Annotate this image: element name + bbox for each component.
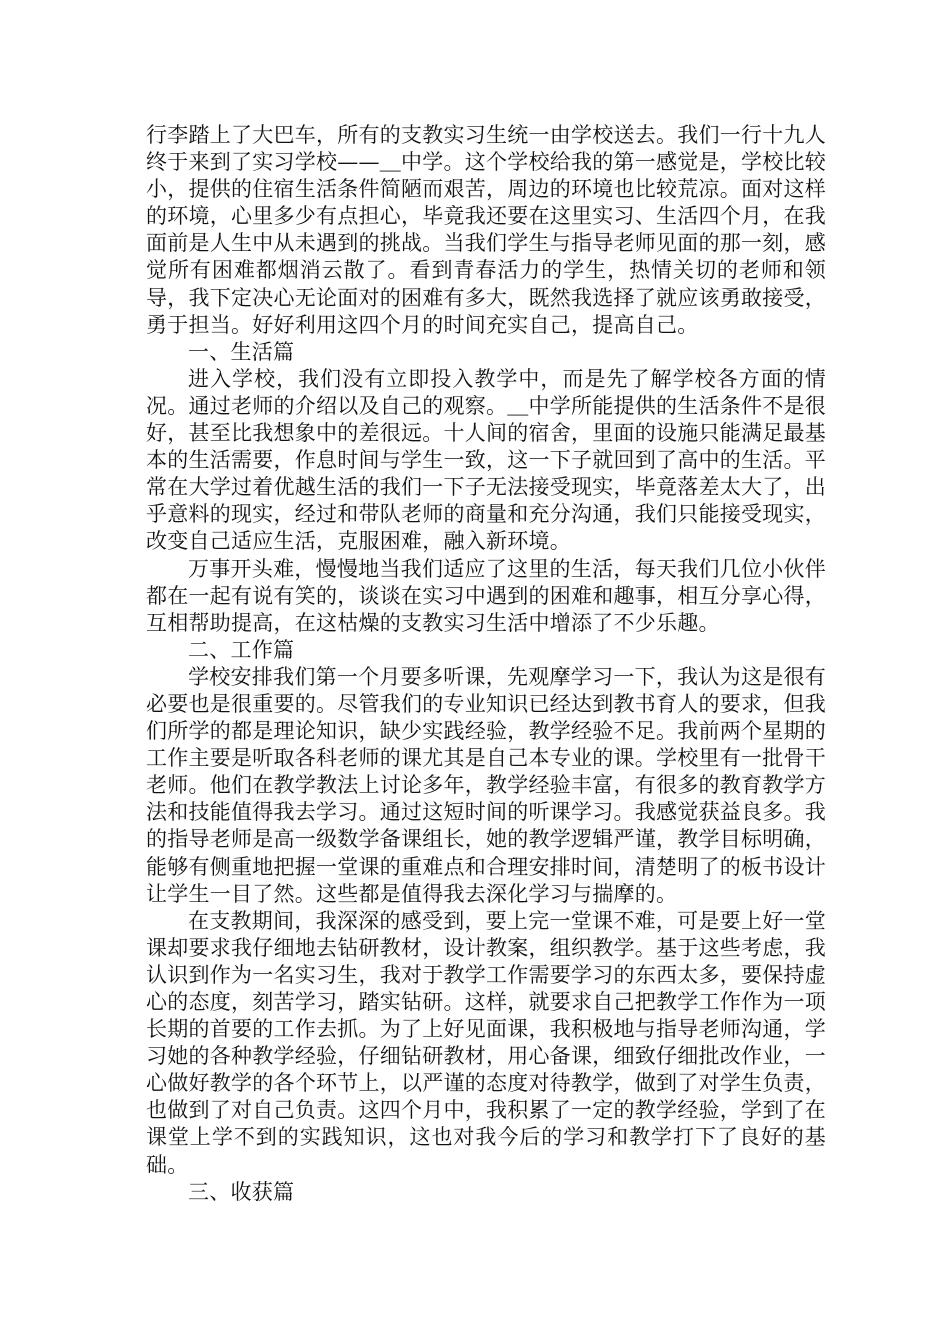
section-heading-work: 二、工作篇	[188, 637, 295, 662]
paragraph-life-2: 万事开头难，慢慢地当我们适应了这里的生活，每天我们几位小伙伴都在一起有说有笑的，谈谈在实习中遇到的困难和趣事，相互分享心得，互相帮助提高，在这枯燥的支教实习生活中增添了不少乐趣。	[146, 556, 826, 635]
document-body	[146, 122, 826, 1206]
section-heading-life: 一、生活篇	[188, 339, 295, 364]
paragraph-life-1: 进入学校，我们没有立即投入教学中，而是先了解学校各方面的情况。通过老师的介绍以及自己的观察。＿中学所能提供的生活条件不是很好，甚至比我想象中的差很远。十人间的宿舍，里面的设施只能满足最基本的生活需要，作息时间与学生一致，这一下子就回到了高中的生活。平常在大学过着优越生活的我们一下子无法接受现实，毕竟落差太大了，出乎意料的现实，经过和带队老师的商量和充分沟通，我们只能接受现实，改变自己适应生活，克服困难，融入新环境。	[146, 366, 826, 554]
paragraph-intro: 行李踏上了大巴车，所有的支教实习生统一由学校送去。我们一行十九人终于来到了实习学校——＿中学。这个学校给我的第一感觉是，学校比较小，提供的住宿生活条件简陋而艰苦，周边的环境也比较荒凉。面对这样的环境，心里多少有点担心，毕竟我还要在这里实习、生活四个月，在我面前是人生中从未遇到的挑战。当我们学生与指导老师见面的那一刻，感觉所有困难都烟消云散了。看到青春活力的学生，热情关切的老师和领导，我下定决心无论面对的困难有多大，既然我选择了就应该勇敢接受，勇于担当。好好利用这四个月的时间充实自己，提高自己。	[146, 123, 826, 337]
paragraph-work-1: 学校安排我们第一个月要多听课，先观摩学习一下，我认为这是很有必要也是很重要的。尽管我们的专业知识已经达到教书育人的要求，但我们所学的都是理论知识，缺少实践经验，教学经验不足。我前两个星期的工作主要是听取各科老师的课尤其是自己本专业的课。学校里有一批骨干老师。他们在教学教法上讨论多年，教学经验丰富，有很多的教育教学方法和技能值得我去学习。通过这短时间的听课学习。我感觉获益良多。我的指导老师是高一级数学备课组长，她的教学逻辑严谨，教学目标明确，能够有侧重地把握一堂课的重难点和合理安排时间，清楚明了的板书设计让学生一目了然。这些都是值得我去深化学习与揣摩的。	[146, 664, 826, 906]
paragraph-work-2: 在支教期间，我深深的感受到，要上完一堂课不难，可是要上好一堂课却要求我仔细地去钻研教材，设计教案，组织教学。基于这些考虑，我认识到作为一名实习生，我对于教学工作需要学习的东西太多，要保持虚心的态度，刻苦学习，踏实钻研。这样，就要求自己把教学工作作为一项长期的首要的工作去抓。为了上好见面课，我积极地与指导老师沟通，学习她的各种教学经验，仔细钻研教材，用心备课，细致仔细批改作业，一心做好教学的各个环节上，以严谨的态度对待教学，做到了对学生负责，也做到了对自己负责。这四个月中，我积累了一定的教学经验，学到了在课堂上学不到的实践知识，这也对我今后的学习和教学打下了良好的基础。	[146, 908, 826, 1177]
section-heading-harvest: 三、收获篇	[188, 1179, 295, 1204]
